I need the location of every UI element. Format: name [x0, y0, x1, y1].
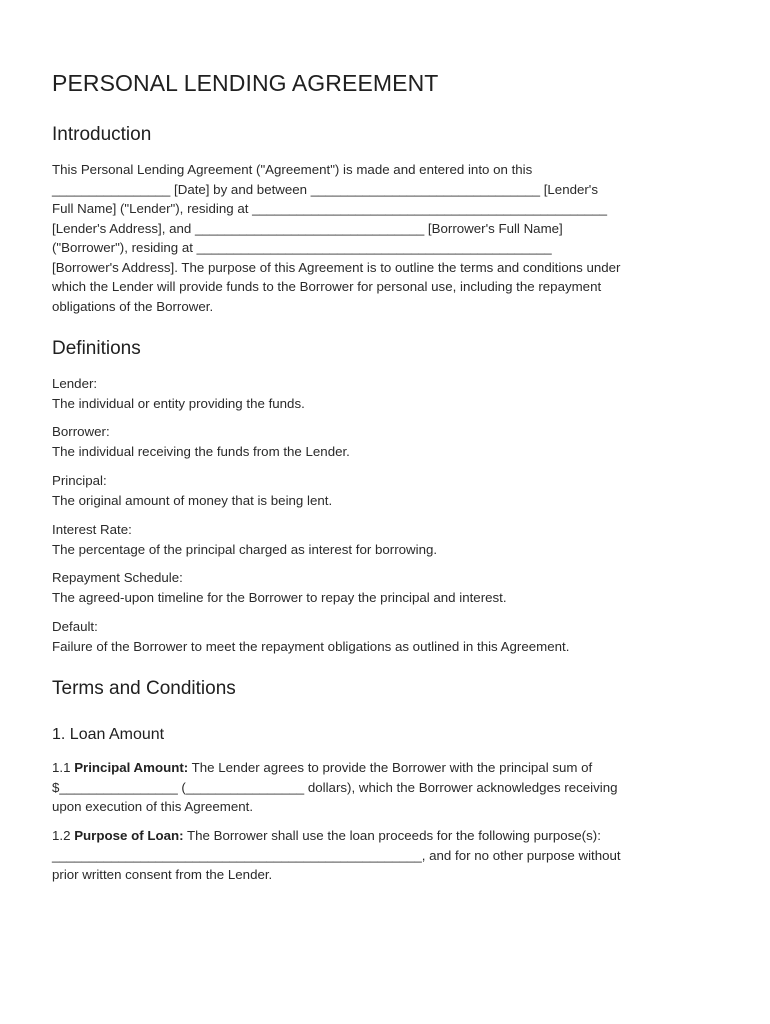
definition-item: [52, 617, 718, 656]
clause-text: The Borrower shall use the loan proceeds for the following purpose(s):: [183, 828, 601, 843]
clause-line: $________________ (________________ dollars), which the Borrower acknowledges receiving: [52, 779, 618, 795]
definition-term: Borrower:: [52, 424, 110, 439]
clause-line: upon execution of this Agreement.: [52, 799, 254, 814]
clause-text: The Lender agrees to provide the Borrower with the principal sum of: [188, 760, 593, 775]
definition-item: [52, 520, 718, 559]
clause-1-2: [52, 826, 718, 885]
introduction-line: This Personal Lending Agreement ("Agreement") is made and entered into on this: [52, 162, 533, 177]
introduction-paragraph: [52, 160, 718, 316]
definition-item: [52, 471, 718, 510]
definition-item: [52, 568, 718, 607]
definition-meaning: The individual or entity providing the funds.: [52, 395, 305, 411]
clause-line: [52, 758, 718, 778]
definition-meaning: The individual receiving the funds from the Lender.: [52, 443, 350, 459]
clause-label: Purpose of Loan:: [74, 828, 184, 843]
definition-term: Principal:: [52, 473, 107, 488]
clause-label: Principal Amount:: [74, 760, 189, 775]
definition-item: [52, 374, 718, 413]
document-title: PERSONAL LENDING AGREEMENT: [52, 70, 439, 96]
definition-meaning: The percentage of the principal charged as interest for borrowing.: [52, 541, 438, 557]
clause-line: prior written consent from the Lender.: [52, 867, 273, 882]
introduction-line: ________________ [Date] by and between _______________________________ [Lender's: [52, 181, 598, 197]
introduction-line: Full Name] ("Lender"), residing at ________________________________________________: [52, 201, 608, 216]
introduction-line: ("Borrower"), residing at ________________________________________________: [52, 240, 552, 255]
definition-item: [52, 422, 718, 461]
definition-term: Lender:: [52, 376, 98, 391]
definition-term: Interest Rate:: [52, 522, 132, 537]
clause-1-1: [52, 758, 718, 817]
introduction-line: [Borrower's Address]. The purpose of this Agreement is to outline the terms and conditions under: [52, 259, 621, 275]
clause-number: 1.1: [52, 760, 75, 775]
introduction-line: [Lender's Address], and _______________________________ [Borrower's Full Name]: [52, 220, 563, 236]
loan-amount-heading: 1. Loan Amount: [52, 726, 165, 743]
introduction-line: which the Lender will provide funds to the Borrower for personal use, including the repayment: [52, 279, 602, 294]
clause-line: __________________________________________________, and for no other purpose without: [52, 847, 621, 863]
definition-term: Default:: [52, 619, 98, 634]
introduction-line: obligations of the Borrower.: [52, 298, 214, 314]
terms-heading: Terms and Conditions: [52, 678, 236, 699]
definition-meaning: The agreed-upon timeline for the Borrower to repay the principal and interest.: [52, 589, 507, 605]
clause-number: 1.2: [52, 828, 75, 843]
definition-meaning: Failure of the Borrower to meet the repayment obligations as outlined in this Agreement.: [52, 638, 570, 654]
clause-line: [52, 826, 718, 846]
definitions-heading: Definitions: [52, 338, 141, 359]
introduction-heading: Introduction: [52, 124, 152, 145]
definition-meaning: The original amount of money that is being lent.: [52, 492, 333, 508]
definition-term: Repayment Schedule:: [52, 570, 183, 585]
